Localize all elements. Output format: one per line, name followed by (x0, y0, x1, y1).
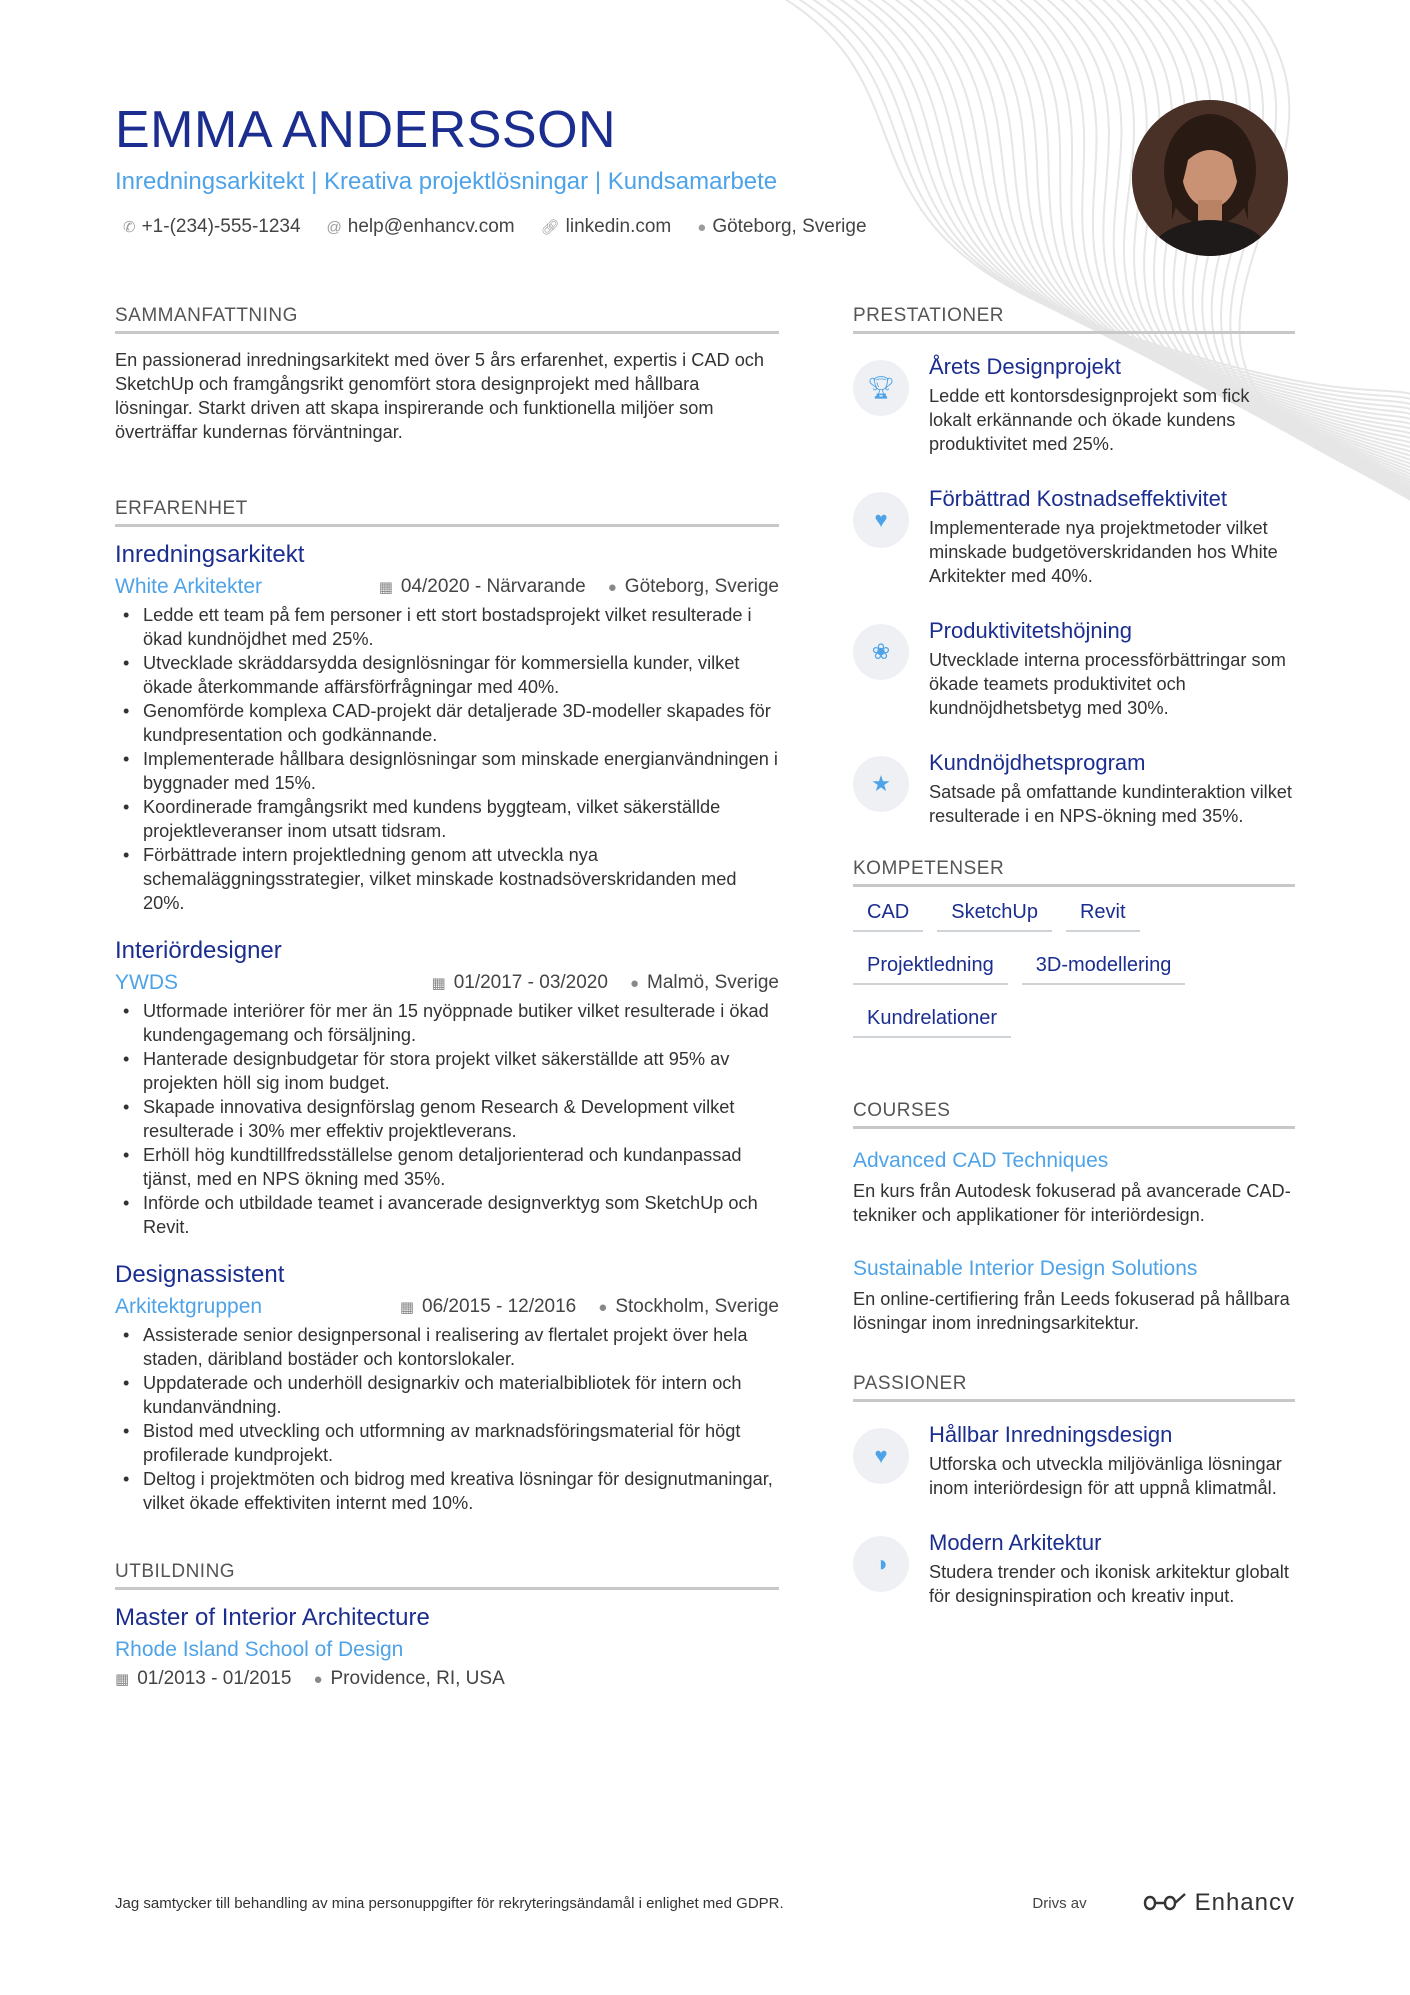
achievement-item (853, 354, 1295, 456)
calendar-icon: ▦ (378, 579, 393, 596)
footer (115, 1883, 1295, 1923)
job-bullet: • Implementerade hållbara designlösningar som minskade energianvändningen i byggnader med 15%. (115, 747, 779, 795)
calendar-icon: ▦ (115, 1671, 130, 1688)
course-title: Advanced CAD Techniques (853, 1149, 1109, 1172)
right-column (853, 305, 1295, 1638)
job-bullet: • Uppdaterade och underhöll designarkiv och materialbibliotek för intern och kundanvändning. (115, 1371, 779, 1419)
contact-phone[interactable]: ✆ +1-(234)-555-1234 (123, 216, 301, 237)
contact-bar (123, 216, 867, 238)
lightbulb-icon: ◑ (853, 1536, 909, 1592)
experience-heading: ERFARENHET (115, 498, 779, 527)
passion-desc: Utforska och utveckla miljövänliga lösningar inom interiördesign för att uppnå klimatmål. (929, 1454, 1282, 1498)
link-icon: 🔗︎ (540, 219, 560, 236)
powered-by-label: Drivs av (1032, 1894, 1087, 1912)
job-company: White Arkitekter (115, 575, 263, 598)
achievement-item (853, 486, 1295, 588)
job-location: Göteborg, Sverige (624, 576, 779, 597)
skills-heading: KOMPETENSER (853, 858, 1295, 887)
education-degree: Master of Interior Architecture (115, 1604, 430, 1631)
contact-location: ● Göteborg, Sverige (697, 216, 867, 237)
job-bullet: • Införde och utbildade teamet i avancerade designverktyg som SketchUp och Revit. (115, 1191, 779, 1239)
job-bullet: • Hanterade designbudgetar för stora projekt vilket säkerställde att 95% av projekten höll sig inom budget. (115, 1047, 779, 1095)
passion-item (853, 1422, 1295, 1500)
courses-heading: COURSES (853, 1100, 1295, 1129)
achievement-title: Produktivitetshöjning (929, 618, 1133, 643)
passion-title: Modern Arkitektur (929, 1530, 1102, 1555)
profile-photo (1132, 100, 1288, 256)
job-bullet: • Genomförde komplexa CAD-projekt där detaljerade 3D-modeller skapades för kundpresentation och godkännande. (115, 699, 779, 747)
job-bullet: • Skapade innovativa designförslag genom Research & Development vilket resulterade i 30% mer effektiv projektleverans. (115, 1095, 779, 1143)
candidate-name: EMMA ANDERSSON (115, 101, 617, 159)
left-column (115, 305, 779, 1690)
job-bullet: • Ledde ett team på fem personer i ett stort bostadsprojekt vilket resulterade i ökad kundnöjdhet med 25%. (115, 603, 779, 651)
job-bullet: • Assisterade senior designpersonal i realisering av flertalet projekt över hela staden, däribland bostäder och kontorslokaler. (115, 1323, 779, 1371)
heart-icon: ♥ (853, 1428, 909, 1484)
achievement-title: Kundnöjdhetsprogram (929, 750, 1146, 775)
course-desc: En kurs från Autodesk fokuserad på avancerade CAD-tekniker och applikationer för interiördesign. (853, 1181, 1291, 1225)
education-heading: UTBILDNING (115, 1561, 779, 1590)
calendar-icon: ▦ (431, 975, 446, 992)
course-item (853, 1149, 1295, 1227)
job-company: YWDS (115, 971, 178, 994)
infinity-icon (1143, 1891, 1187, 1915)
job-entry (115, 541, 779, 915)
gdpr-consent: Jag samtycker till behandling av mina personuppgifter för rekryteringsändamål i enlighet med GDPR. (115, 1894, 784, 1912)
job-bullet: • Utvecklade skräddarsydda designlösningar för kommersiella kunder, vilket ökade återkommande affärsförfrågningar med 40%. (115, 651, 779, 699)
job-role: Inredningsarkitekt (115, 541, 305, 568)
trophy-icon: 🏆︎ (853, 360, 909, 416)
phone-icon: ✆ (123, 219, 136, 236)
skill-tag: Kundrelationer (853, 1007, 1011, 1038)
education-entry (115, 1604, 779, 1690)
skill-tag: Revit (1066, 901, 1140, 932)
job-bullet: • Bistod med utveckling och utformning av marknadsföringsmaterial för högt profilerade kundprojekt. (115, 1419, 779, 1467)
job-dates: 06/2015 - 12/2016 (422, 1296, 577, 1317)
candidate-headline: Inredningsarkitekt | Kreativa projektlösningar | Kundsamarbete (115, 168, 778, 195)
job-bullet: • Deltog i projektmöten och bidrog med kreativa lösningar för designutmaningar, vilket ökade effektiviten internt med 10%. (115, 1467, 779, 1515)
passion-desc: Studera trender och ikonisk arkitektur globalt för designinspiration och kreativ input. (929, 1562, 1289, 1606)
job-bullet: • Erhöll hög kundtillfredsställelse genom detaljorienterad och kundanpassad tjänst, med en NPS ökning med 35%. (115, 1143, 779, 1191)
job-bullet: • Förbättrade intern projektledning genom att utveckla nya schemaläggningsstrategier, vilket minskade kostnadsöverskridanden med 20%. (115, 843, 779, 915)
achievement-desc: Satsade på omfattande kundinteraktion vilket resulterade i en NPS-ökning med 35%. (929, 782, 1292, 826)
location-icon: ● (697, 218, 707, 236)
job-dates: 01/2017 - 03/2020 (453, 972, 608, 993)
course-title: Sustainable Interior Design Solutions (853, 1257, 1198, 1280)
skill-tag: 3D-modellering (1022, 954, 1186, 985)
job-bullet: • Koordinerade framgångsrikt med kundens byggteam, vilket säkerställde projektleveranser inom utsatt tidsram. (115, 795, 779, 843)
education-location: Providence, RI, USA (330, 1668, 505, 1689)
achievements-heading: PRESTATIONER (853, 305, 1295, 334)
job-entry (115, 1261, 779, 1515)
location-icon: ● (629, 974, 639, 992)
contact-linkedin[interactable]: 🔗︎ linkedin.com (540, 216, 672, 237)
enhancv-logo[interactable] (1143, 1889, 1295, 1917)
achievement-title: Årets Designprojekt (929, 354, 1121, 379)
job-company: Arkitektgruppen (115, 1295, 263, 1318)
education-school: Rhode Island School of Design (115, 1638, 404, 1661)
achievement-desc: Utvecklade interna processförbättringar som ökade teamets produktivitet och kundnöjdhetsbetyg med 30%. (929, 650, 1286, 718)
passion-title: Hållbar Inredningsdesign (929, 1422, 1173, 1447)
location-icon: ● (598, 1298, 608, 1316)
skills-list (853, 901, 1295, 1038)
calendar-icon: ▦ (399, 1299, 414, 1316)
brain-icon: ❀ (853, 624, 909, 680)
achievement-title: Förbättrad Kostnadseffektivitet (929, 486, 1227, 511)
job-bullet: • Utformade interiörer för mer än 15 nyöppnade butiker vilket resulterade i ökad kundengagemang och försäljning. (115, 999, 779, 1047)
brand-name: Enhancv (1194, 1889, 1295, 1916)
course-desc: En online-certifiering från Leeds fokuserad på hållbara lösningar inom inredningsarkitektur. (853, 1289, 1290, 1333)
summary-text: En passionerad inredningsarkitekt med över 5 års erfarenhet, expertis i CAD och SketchUp och framgångsrikt genomfört stora designprojekt med hållbara lösningar. Starkt driven att skapa inspirerande och funktionella miljöer som överträffar kundernas förväntningar. (115, 350, 765, 442)
job-location: Stockholm, Sverige (615, 1296, 779, 1317)
at-icon: @ (326, 218, 342, 236)
passions-heading: PASSIONER (853, 1373, 1295, 1402)
contact-email[interactable]: @ help@enhancv.com (326, 216, 515, 237)
job-entry (115, 937, 779, 1239)
skill-tag: CAD (853, 901, 923, 932)
summary-heading: SAMMANFATTNING (115, 305, 779, 334)
achievement-item (853, 618, 1295, 720)
achievement-item (853, 750, 1295, 828)
location-icon: ● (313, 1670, 323, 1688)
job-location: Malmö, Sverige (647, 972, 779, 993)
heart-icon: ♥ (853, 492, 909, 548)
education-dates: 01/2013 - 01/2015 (137, 1668, 292, 1689)
job-dates: 04/2020 - Närvarande (400, 576, 586, 597)
achievement-desc: Ledde ett kontorsdesignprojekt som fick lokalt erkännande och ökade kundens produktivitet med 25%. (929, 386, 1250, 454)
skill-tag: Projektledning (853, 954, 1008, 985)
job-role: Designassistent (115, 1261, 285, 1288)
achievement-desc: Implementerade nya projektmetoder vilket minskade budgetöverskridanden hos White Arkitekter med 40%. (929, 518, 1278, 586)
skill-tag: SketchUp (937, 901, 1052, 932)
passion-item (853, 1530, 1295, 1608)
location-icon: ● (607, 578, 617, 596)
course-item (853, 1257, 1295, 1335)
star-icon: ★ (853, 756, 909, 812)
job-role: Interiördesigner (115, 937, 282, 964)
